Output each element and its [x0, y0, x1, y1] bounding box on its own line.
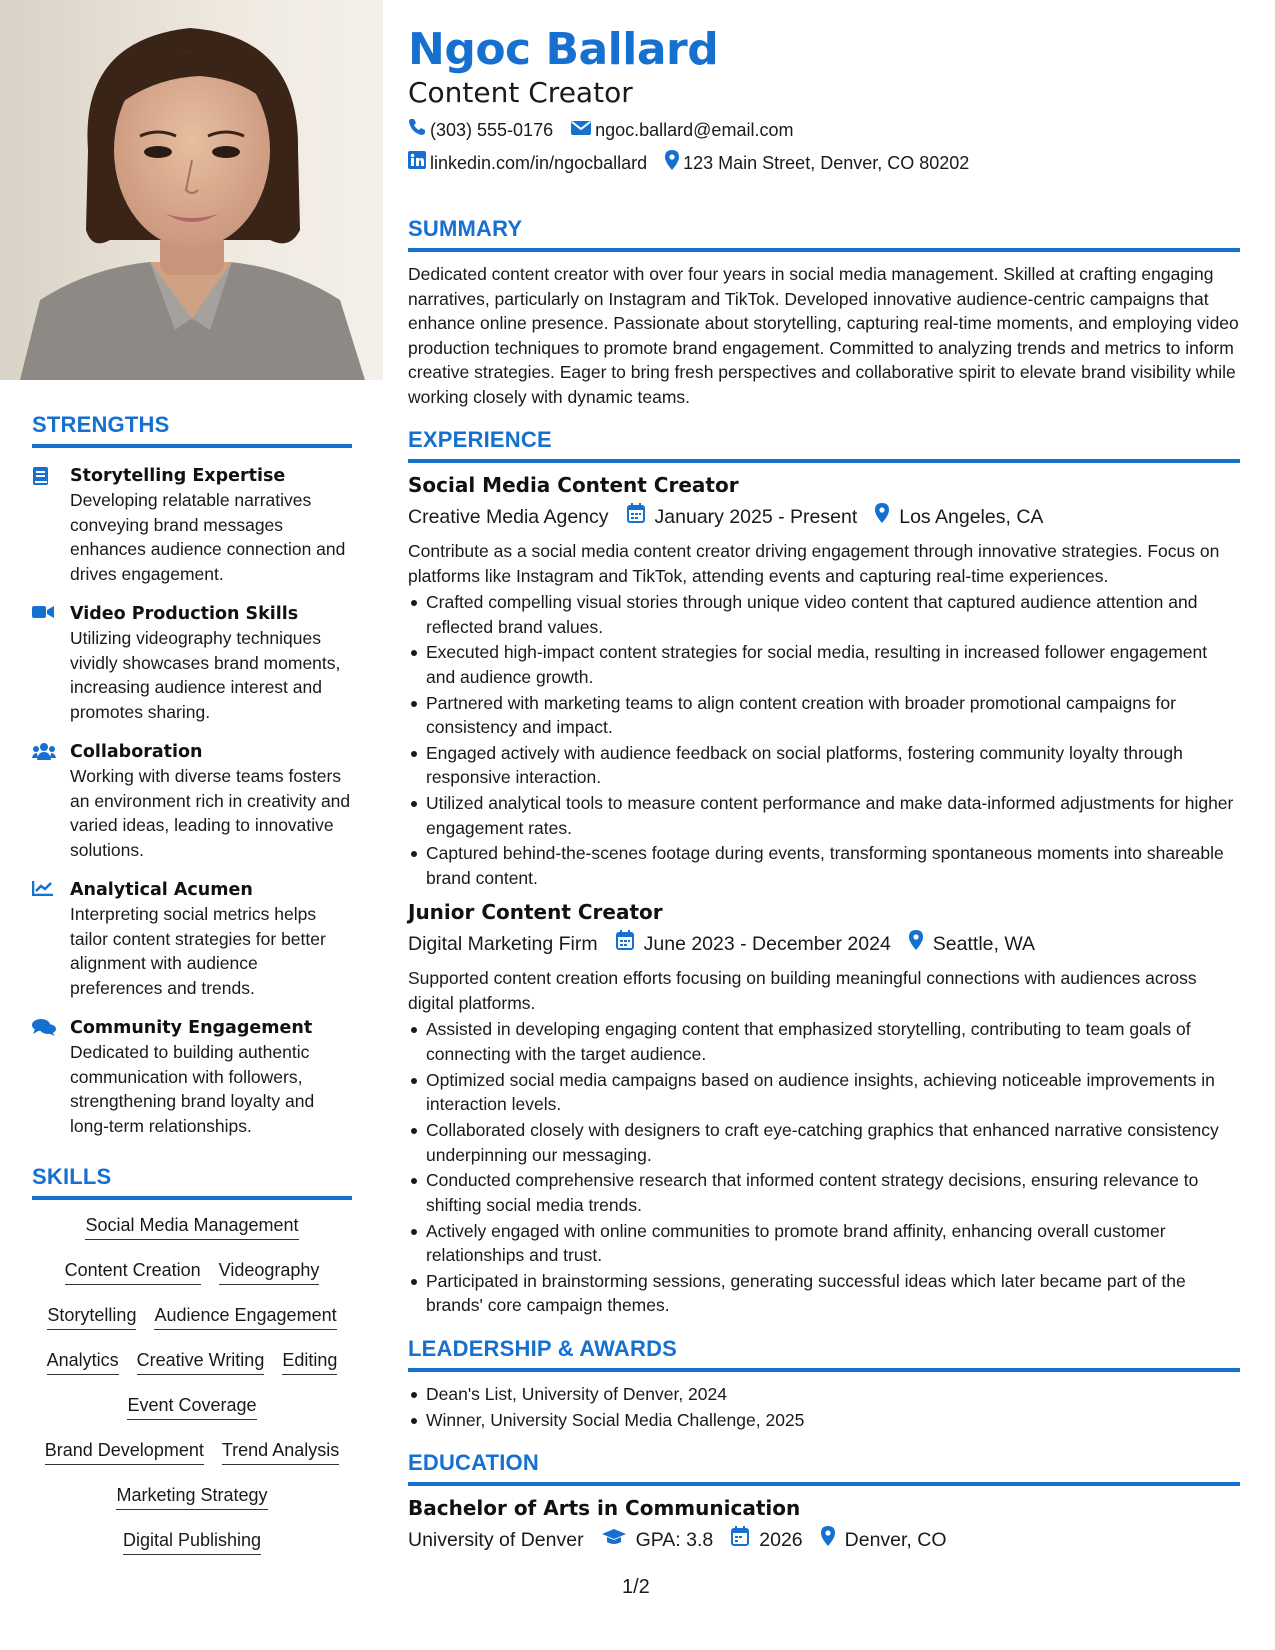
- chart-line-icon: [32, 878, 70, 1000]
- job-description: Supported content creation efforts focusing on building meaningful connections with audiences across digital platforms.: [408, 968, 1197, 1013]
- list-item: Executed high-impact content strategies for social media, resulting in increased follower engagement and audience growth.: [408, 640, 1240, 689]
- skill-tag: Content Creation: [65, 1259, 201, 1285]
- strength-title: Storytelling Expertise: [70, 466, 286, 486]
- strength-item: [32, 602, 352, 724]
- skill-tag: Event Coverage: [127, 1394, 256, 1420]
- strength-description: Working with diverse teams fosters an environment rich in creativity and varied ideas, leading to innovative solutions.: [70, 766, 351, 860]
- school-location: Denver, CO: [844, 1529, 947, 1552]
- summary-section: [408, 216, 1240, 409]
- job-title: Social Media Content Creator: [408, 473, 739, 497]
- calendar-icon: [616, 930, 634, 958]
- experience-section: [408, 427, 1240, 1318]
- skill-tag: Trend Analysis: [222, 1439, 339, 1465]
- education-section: [408, 1450, 1240, 1554]
- skill-tag: Marketing Strategy: [116, 1484, 267, 1510]
- list-item: Captured behind-the-scenes footage during events, transforming spontaneous moments into shareable brand content.: [408, 841, 1240, 890]
- list-item: Optimized social media campaigns based on audience insights, achieving noticeable improvements in interaction levels.: [408, 1068, 1240, 1117]
- list-item: Assisted in developing engaging content that emphasized storytelling, contributing to team goals of connecting with the target audience.: [408, 1017, 1240, 1066]
- strength-title: Community Engagement: [70, 1018, 313, 1038]
- calendar-icon: [627, 503, 645, 531]
- job-meta: [408, 930, 1240, 958]
- summary-divider: [408, 248, 1240, 252]
- calendar-icon: [731, 1526, 749, 1554]
- job-dates: January 2025 - Present: [654, 506, 858, 528]
- list-item: Partnered with marketing teams to align content creation with broader promotional campaigns for consistency and impact.: [408, 691, 1240, 740]
- map-pin-icon: [821, 1526, 835, 1554]
- list-item: Participated in brainstorming sessions, generating successful ideas which later became part of the brands' core campaign themes.: [408, 1269, 1240, 1318]
- skills-heading: SKILLS: [32, 1164, 112, 1189]
- job-location: Los Angeles, CA: [899, 506, 1044, 528]
- strength-description: Dedicated to building authentic communication with followers, strengthening brand loyalty and long-term relationships.: [70, 1042, 315, 1136]
- skill-tag: Editing: [282, 1349, 337, 1375]
- phone-number: (303) 555-0176: [430, 120, 554, 140]
- experience-heading: EXPERIENCE: [408, 427, 552, 452]
- comments-icon: [32, 1016, 70, 1138]
- street-address: 123 Main Street, Denver, CO 80202: [683, 153, 970, 173]
- skill-tag: Storytelling: [47, 1304, 136, 1330]
- sidebar: [0, 0, 383, 1650]
- job-entry: [408, 898, 1240, 1317]
- list-item: Dean's List, University of Denver, 2024: [408, 1382, 1240, 1407]
- strength-description: Utilizing videography techniques vividly showcases brand moments, increasing audience interest and promotes sharing.: [70, 628, 341, 722]
- skills-list: [32, 1214, 352, 1574]
- strength-item: [32, 878, 352, 1000]
- users-icon: [32, 740, 70, 862]
- summary-heading: SUMMARY: [408, 216, 523, 241]
- list-item: Utilized analytical tools to measure content performance and make data-informed adjustments for higher engagement rates.: [408, 791, 1240, 840]
- awards-divider: [408, 1368, 1240, 1372]
- linkedin-contact[interactable]: [408, 151, 647, 175]
- envelope-icon: [571, 118, 591, 142]
- linkedin-icon: [408, 151, 426, 175]
- skill-tag: Digital Publishing: [123, 1529, 261, 1555]
- strength-item: [32, 1016, 352, 1138]
- education-meta: [408, 1526, 1240, 1554]
- contact-row: [408, 150, 1240, 176]
- strength-description: Developing relatable narratives conveying brand messages enhances audience connection and drives engagement.: [70, 490, 346, 584]
- strength-item: [32, 464, 352, 586]
- company-name: Digital Marketing Firm: [408, 933, 598, 956]
- address-contact: [665, 150, 969, 176]
- company-name: Creative Media Agency: [408, 506, 609, 528]
- list-item: Actively engaged with online communities to promote brand affinity, enhancing overall customer relationships and trust.: [408, 1219, 1240, 1268]
- skill-tag: Brand Development: [45, 1439, 204, 1465]
- list-item: Winner, University Social Media Challenge, 2025: [408, 1408, 1240, 1433]
- education-heading: EDUCATION: [408, 1450, 539, 1476]
- list-item: Engaged actively with audience feedback on social platforms, fostering community loyalty through responsive interaction.: [408, 741, 1240, 790]
- profile-photo: [0, 0, 383, 380]
- list-item: Crafted compelling visual stories through unique video content that captured audience attention and reflected brand values.: [408, 590, 1240, 639]
- skill-tag: Creative Writing: [137, 1349, 265, 1375]
- phone-contact[interactable]: [408, 118, 553, 142]
- job-bullets: [408, 590, 1240, 890]
- list-item: Conducted comprehensive research that informed content strategy decisions, ensuring relevance to shifting social media trends.: [408, 1168, 1240, 1217]
- strength-title: Video Production Skills: [70, 604, 299, 624]
- strength-title: Collaboration: [70, 742, 203, 762]
- summary-text: Dedicated content creator with over four years in social media management. Skilled at crafting engaging narratives, particularly on Instagram and TikTok. Developed innovative audience-centric campaigns that enhance online presence. Passionate about storytelling, capturing real-time moments, and employing video production techniques to promote brand engagement. Committed to analyzing trends and metrics to inform creative strategies. Eager to bring fresh perspectives and collaborative spirit to elevate brand visibility while working closely with dynamic teams.: [408, 264, 1239, 407]
- job-entry: [408, 471, 1240, 890]
- map-pin-icon: [665, 150, 679, 176]
- main-content: [408, 24, 1240, 1554]
- strength-item: [32, 740, 352, 862]
- video-camera-icon: [32, 602, 70, 724]
- phone-icon: [408, 118, 426, 142]
- page-number: 1/2: [622, 1576, 650, 1598]
- skill-tag: Analytics: [47, 1349, 119, 1375]
- linkedin-url: linkedin.com/in/ngocballard: [430, 153, 648, 173]
- job-dates: June 2023 - December 2024: [643, 933, 891, 956]
- experience-divider: [408, 459, 1240, 463]
- gpa: GPA: 3.8: [635, 1529, 714, 1552]
- awards-section: [408, 1336, 1240, 1432]
- graduation-cap-icon: [602, 1526, 626, 1554]
- awards-list: [408, 1382, 1240, 1432]
- map-pin-icon: [909, 930, 923, 958]
- skills-divider: [32, 1196, 352, 1200]
- strength-title: Analytical Acumen: [70, 880, 253, 900]
- skill-tag: Videography: [219, 1259, 320, 1285]
- job-title: Junior Content Creator: [408, 900, 663, 925]
- strengths-divider: [32, 444, 352, 448]
- school-name: University of Denver: [408, 1529, 584, 1552]
- skill-tag: Audience Engagement: [154, 1304, 336, 1330]
- list-item: Collaborated closely with designers to craft eye-catching graphics that enhanced narrative consistency underpinning our messaging.: [408, 1118, 1240, 1167]
- strengths-heading: STRENGTHS: [32, 412, 170, 437]
- book-icon: [32, 464, 70, 586]
- candidate-role: Content Creator: [408, 76, 633, 109]
- contact-row: [408, 118, 1240, 142]
- education-divider: [408, 1482, 1240, 1486]
- job-location: Seattle, WA: [932, 933, 1036, 956]
- job-meta: [408, 503, 1240, 531]
- job-bullets: [408, 1017, 1240, 1317]
- email-contact[interactable]: [571, 118, 793, 142]
- map-pin-icon: [875, 503, 889, 531]
- awards-heading: LEADERSHIP & AWARDS: [408, 1335, 678, 1361]
- skill-tag: Social Media Management: [85, 1214, 298, 1240]
- email-address: ngoc.ballard@email.com: [595, 120, 794, 140]
- degree-title: Bachelor of Arts in Communication: [408, 1496, 801, 1521]
- candidate-name: Ngoc Ballard: [408, 24, 719, 75]
- strength-description: Interpreting social metrics helps tailor content strategies for better alignment with audience preferences and trends.: [70, 904, 326, 998]
- job-description: Contribute as a social media content creator driving engagement through innovative strategies. Focus on platforms like Instagram and TikTok, attending events and capturing real-time experiences.: [408, 541, 1220, 586]
- graduation-year: 2026: [759, 1529, 803, 1552]
